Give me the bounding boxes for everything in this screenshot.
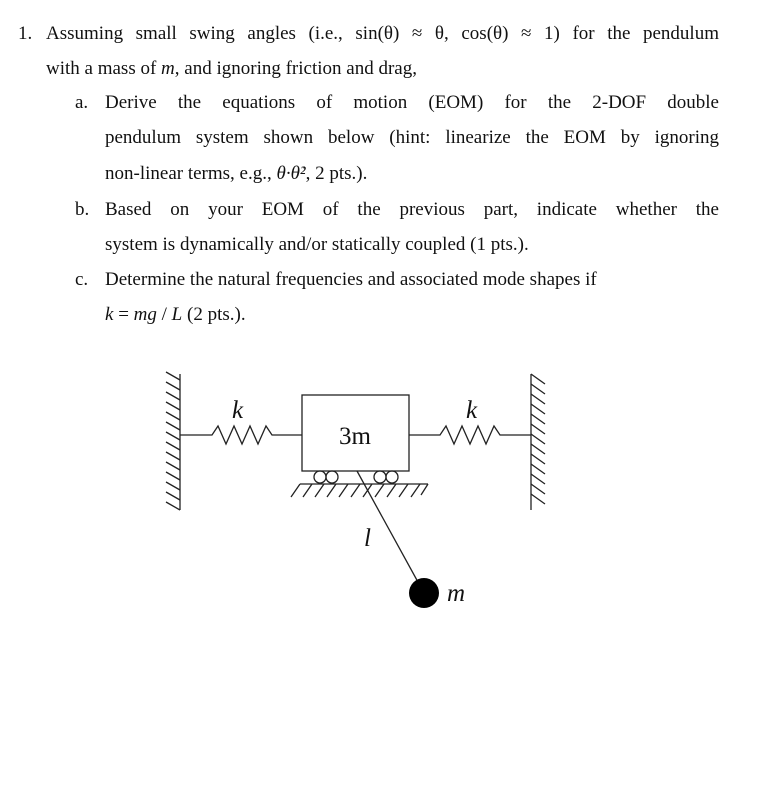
ground [291, 484, 428, 497]
right-spring [409, 426, 531, 444]
problem-number: 1. [18, 23, 33, 44]
part-c-k: k [105, 304, 114, 325]
intro-line2-b: , and ignoring friction and drag, [174, 58, 417, 79]
part-c-label: c. [75, 269, 89, 290]
part-a-line3-b: , 2 pts.). [305, 163, 368, 184]
part-a-line1: Derive the equations of motion (EOM) for the 2-DOF double [105, 92, 719, 113]
part-c-eq: = [113, 304, 134, 325]
part-a-expression: θ·θ̇² [276, 163, 306, 184]
part-b-label: b. [75, 199, 90, 220]
part-a-line2: pendulum system shown below (hint: linearize the EOM by ignoring [105, 127, 719, 148]
left-spring [180, 426, 302, 444]
part-b-line2: system is dynamically and/or statically coupled (1 pts.). [105, 234, 529, 255]
part-b-line1: Based on your EOM of the previous part, indicate whether the [105, 199, 719, 220]
part-a-label: a. [75, 92, 89, 113]
right-wall [531, 374, 545, 510]
part-a-line3-a: non-linear terms, e.g., [105, 163, 277, 184]
part-c-line1: Determine the natural frequencies and associated mode shapes if [105, 269, 597, 290]
cart-wheels [314, 471, 398, 483]
part-c-L: L [171, 304, 183, 325]
part-c-mg: mg [133, 304, 157, 325]
part-c-line2-b: (2 pts.). [182, 304, 246, 325]
problem-intro-line1: Assuming small swing angles (i.e., sin(θ) ≈ θ, cos(θ) ≈ 1) for the pendulum [46, 23, 719, 44]
cart-label: 3m [339, 423, 371, 450]
spring-right-label: k [466, 397, 478, 424]
intro-line2-a: with a mass of [46, 58, 162, 79]
spring-left-label: k [232, 397, 244, 424]
rod-label: l [364, 525, 371, 552]
left-wall [166, 372, 180, 510]
part-c-slash: / [156, 304, 172, 325]
intro-mass-symbol: m [161, 58, 175, 79]
bob-label: m [447, 580, 466, 607]
pendulum-bob [409, 578, 439, 608]
